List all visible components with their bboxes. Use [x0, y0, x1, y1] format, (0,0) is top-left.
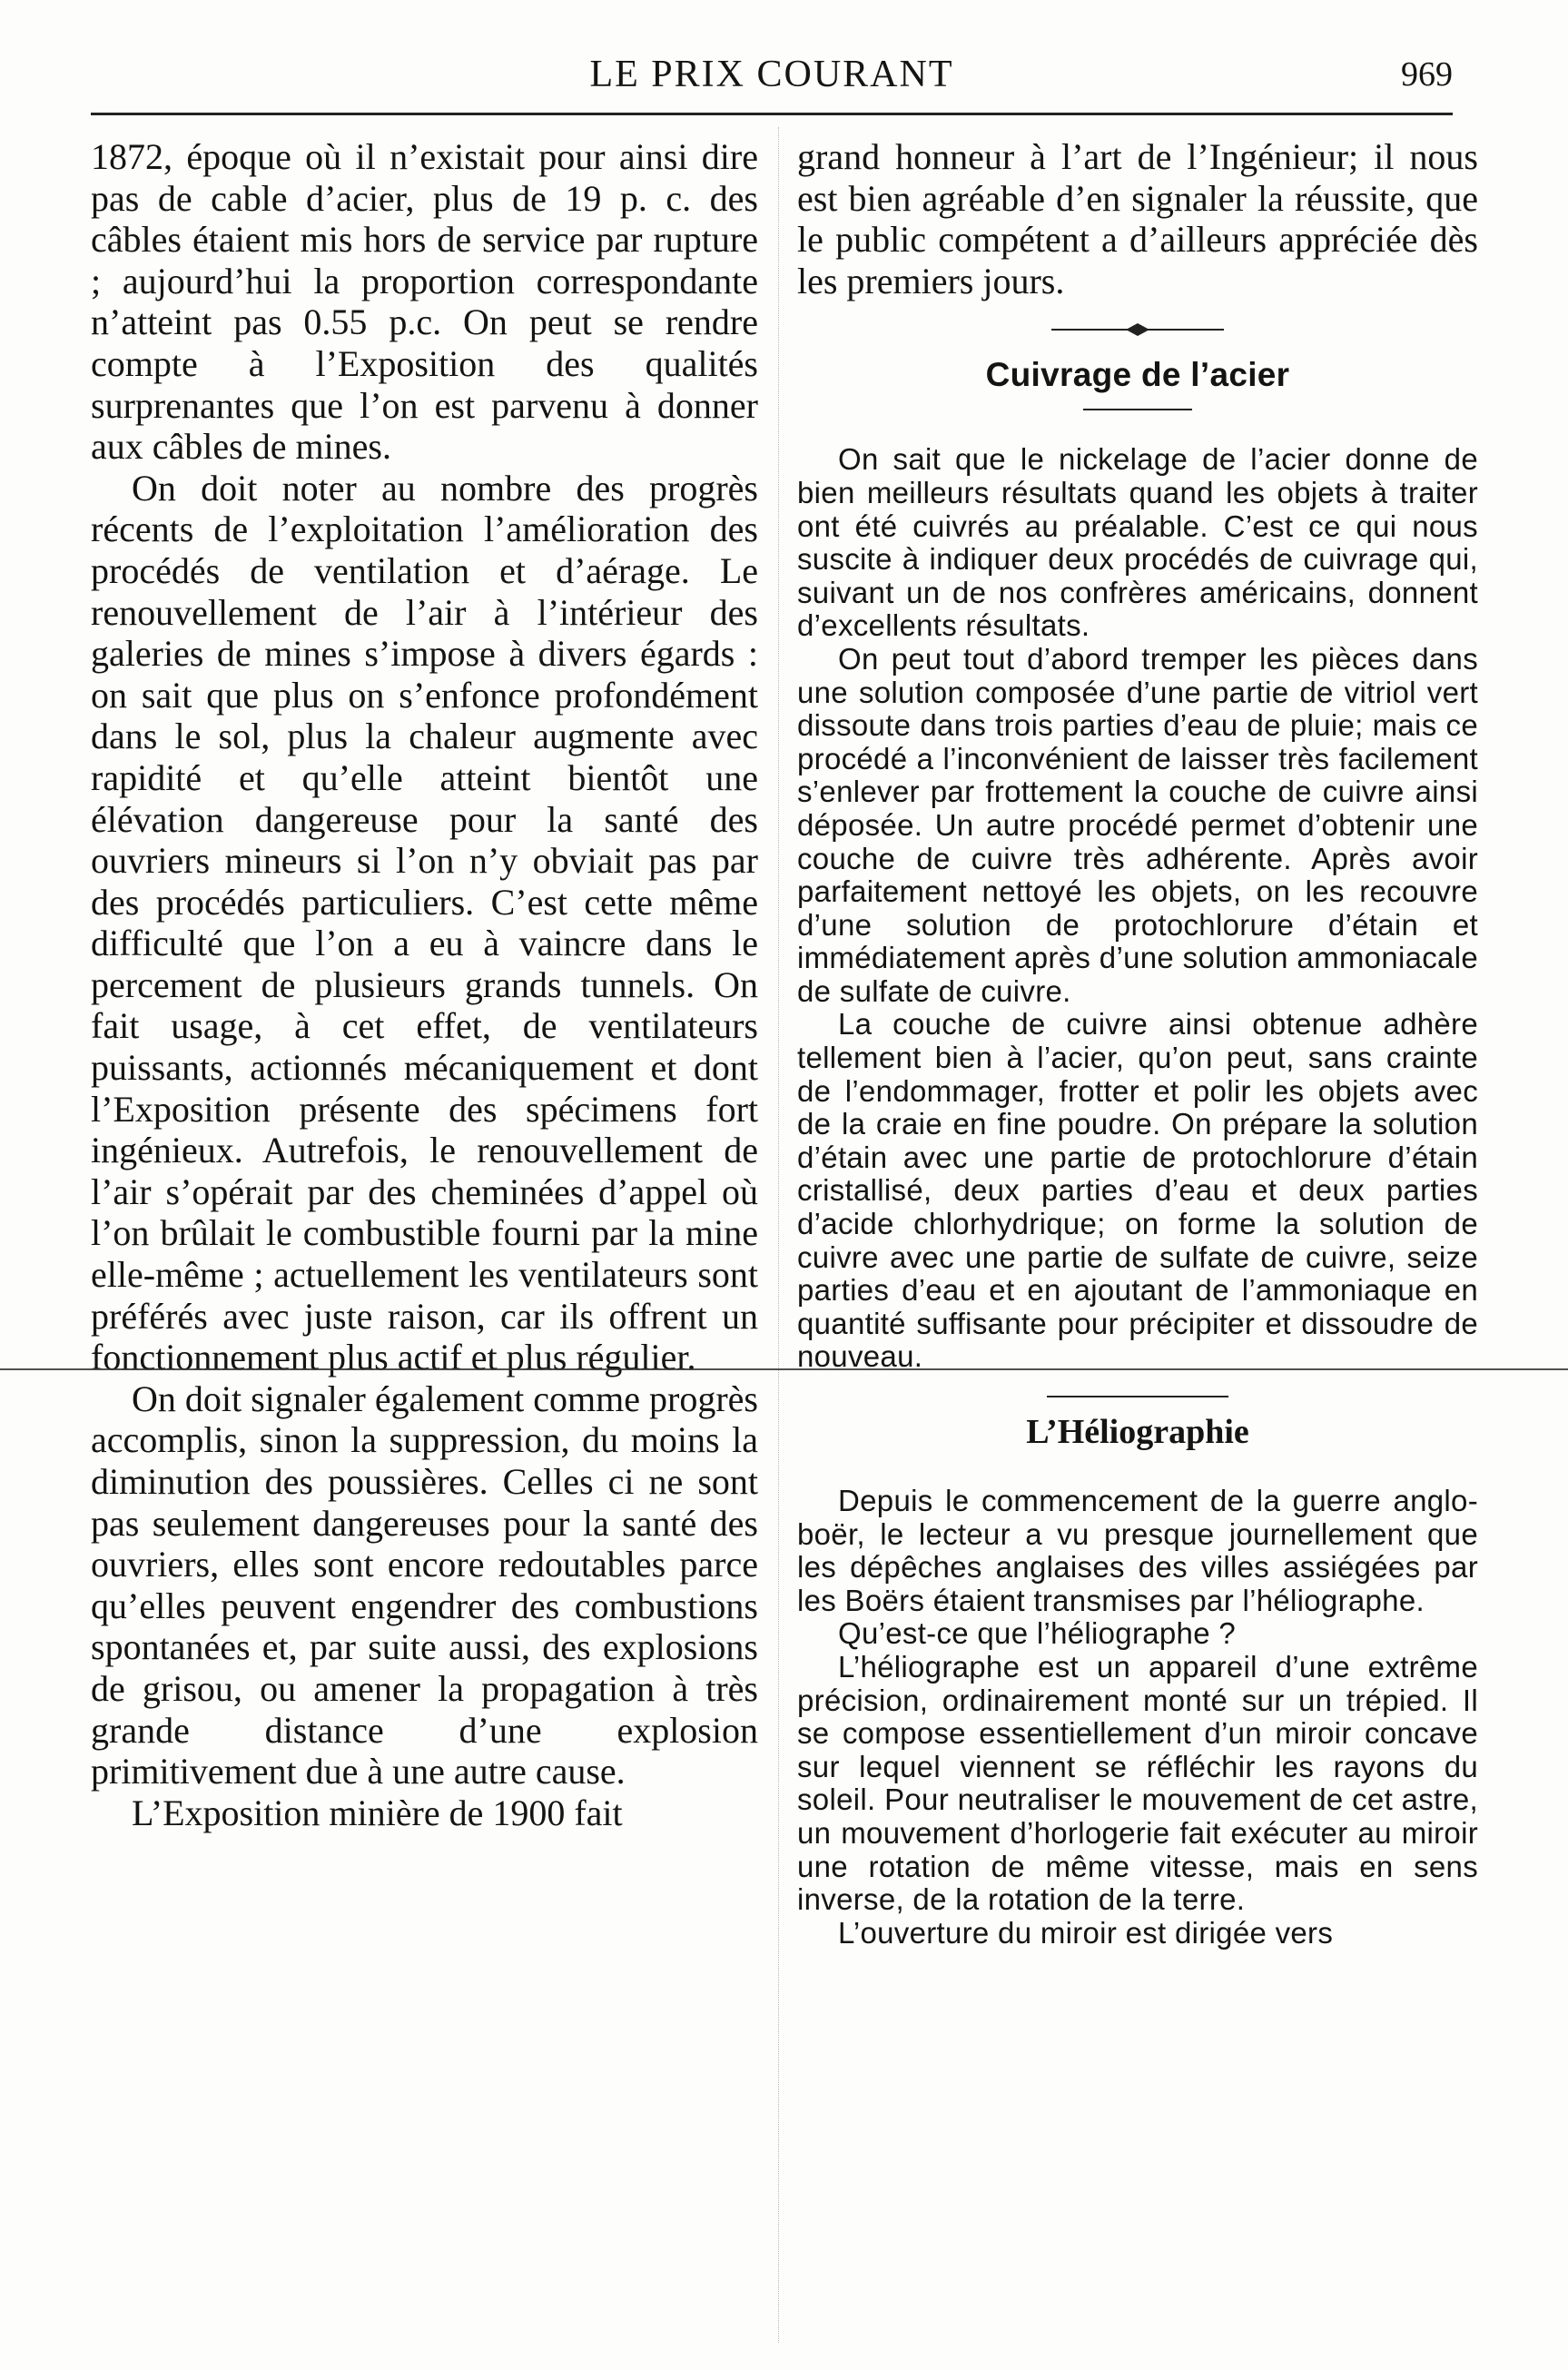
cuivrage-paragraph-3: La couche de cuivre ainsi obtenue adhère tellement bien à l’acier, qu’on peut, sans crainte de l’endommager, frotter et polir les objets avec de la craie en fine poudre. On prépare la solution d’étain avec une partie de protochlorure d’étain cristallisé, deux parties d’eau et deux parties d’acide chlorhydrique; on forme la solution de cuivre avec une partie de sulfate de cuivre, seize parties d’eau et en ajoutant de l’ammoniaque en quantité suffisante pour précipiter et dissoudre de nouveau.: [797, 1007, 1478, 1374]
page-number: 969: [1401, 55, 1453, 94]
running-header: [91, 53, 1453, 107]
left-paragraph-4: L’Exposition minière de 1900 fait: [132, 1792, 623, 1833]
left-paragraph-2: On doit noter au nombre des progrès récents de l’exploitation l’amélioration des procédés de ventilation et d’aérage. Le renouvellement de l’air à l’intérieur des galeries de mines s’impose à divers égards : on sait que plus on s’enfonce profondément dans le sol, plus la chaleur augmente avec rapidité et qu’elle atteint bientôt une élévation dangereuse pour la santé des ouvriers mineurs si l’on n’y obviait pas par des procédés particuliers. C’est cette même difficulté que l’on a eu à vaincre dans le percement de plusieurs grands tunnels. On fait usage, à cet effet, de ventilateurs puissants, actionnés mécaniquement et dont l’Exposition présente des spécimens fort ingénieux. Autrefois, le renouvellement de l’air s’opérait par des cheminées d’appel où l’on brûlait le combustible fourni par la mine elle-même ; actuellement les ventilateurs sont préférés avec juste raison, car ils offrent un fonctionnement plus actif et plus régulier.: [91, 467, 758, 1378]
heliographie-paragraph-2: Qu’est-ce que l’héliographe ?: [838, 1616, 1236, 1651]
section-title-underline: [1083, 409, 1192, 410]
left-paragraph-3: On doit signaler également comme progrès accomplis, sinon la suppression, du moins la diminution des poussières. Celles ci ne sont pas seulement dangereuses pour la santé des ouvriers, elles sont encore redoutables parce qu’elles peuvent engendrer des combustions spontanées et, par suite aussi, des explosions de grisou, ou amener la propagation à très grande distance d’une explosion primitivement due à une autre cause.: [91, 1378, 758, 1792]
heliographie-paragraph-1: Depuis le commencement de la guerre anglo-boër, le lecteur a vu presque journellement que les dépêches anglaises des villes assiégées par les Boërs étaient transmises par l’héliographe.: [797, 1484, 1478, 1617]
publication-title: LE PRIX COURANT: [589, 54, 954, 95]
section-separator-rule: [1047, 1396, 1228, 1397]
right-column: [797, 136, 1478, 1950]
right-intro-paragraph: grand honneur à l’art de l’Ingénieur; il nous est bien agréable d’en signaler la réussite, que le public compétent a d’ailleurs appréciée dès les premiers jours.: [797, 136, 1478, 301]
section-title-cuivrage: Cuivrage de l’acier: [985, 356, 1290, 394]
heliographie-paragraph-3: L’héliographe est un appareil d’une extrême précision, ordinairement monté sur un trépied. Il se compose essentiellement d’un miroir concave sur lequel viennent se réfléchir les rayons du soleil. Pour neutraliser le mouvement de cet astre, un mouvement d’horlogerie fait exécuter au miroir une rotation de même vitesse, mais en sens inverse, de la rotation de la terre.: [797, 1649, 1478, 1917]
scan-artifact-line: [0, 1368, 1568, 1370]
section-ornament-divider: [1051, 321, 1224, 338]
cuivrage-paragraph-2: On peut tout d’abord tremper les pièces dans une solution composée d’une partie de vitriol vert dissoute dans trois parties d’eau de pluie; mais ce procédé a l’inconvénient de laisser très facilement s’enlever par frottement la couche de cuivre ainsi déposée. Un autre procédé permet d’obtenir une couche de cuivre très adhérente. Après avoir parfaitement nettoyé les objets, on les recouvre d’une solution de protochlorure d’étain et immédiatement après d’une solution ammoniacale de sulfate de cuivre.: [797, 641, 1478, 1008]
cuivrage-paragraph-1: On sait que le nickelage de l’acier donne de bien meilleurs résultats quand les objets à traiter ont été cuivrés au préalable. C’est ce qui nous suscite à indiquer deux procédés de cuivrage qui, suivant un de nos confrères américains, donnent d’excellents résultats.: [797, 442, 1478, 643]
left-column: [91, 136, 758, 1833]
section-title-heliographie: L’Héliographie: [1026, 1413, 1249, 1451]
heliographie-paragraph-4: L’ouverture du miroir est dirigée vers: [838, 1915, 1334, 1950]
left-paragraph-1: 1872, époque où il n’existait pour ainsi dire pas de cable d’acier, plus de 19 p. c. des câbles étaient mis hors de service par rupture ; aujourd’hui la proportion correspondante n’atteint pas 0.55 p.c. On peut se rendre compte à l’Exposition des qualités surprenantes que l’on est parvenu à donner aux câbles de mines.: [91, 136, 758, 468]
column-divider: [778, 127, 779, 2343]
header-rule: [91, 113, 1453, 115]
